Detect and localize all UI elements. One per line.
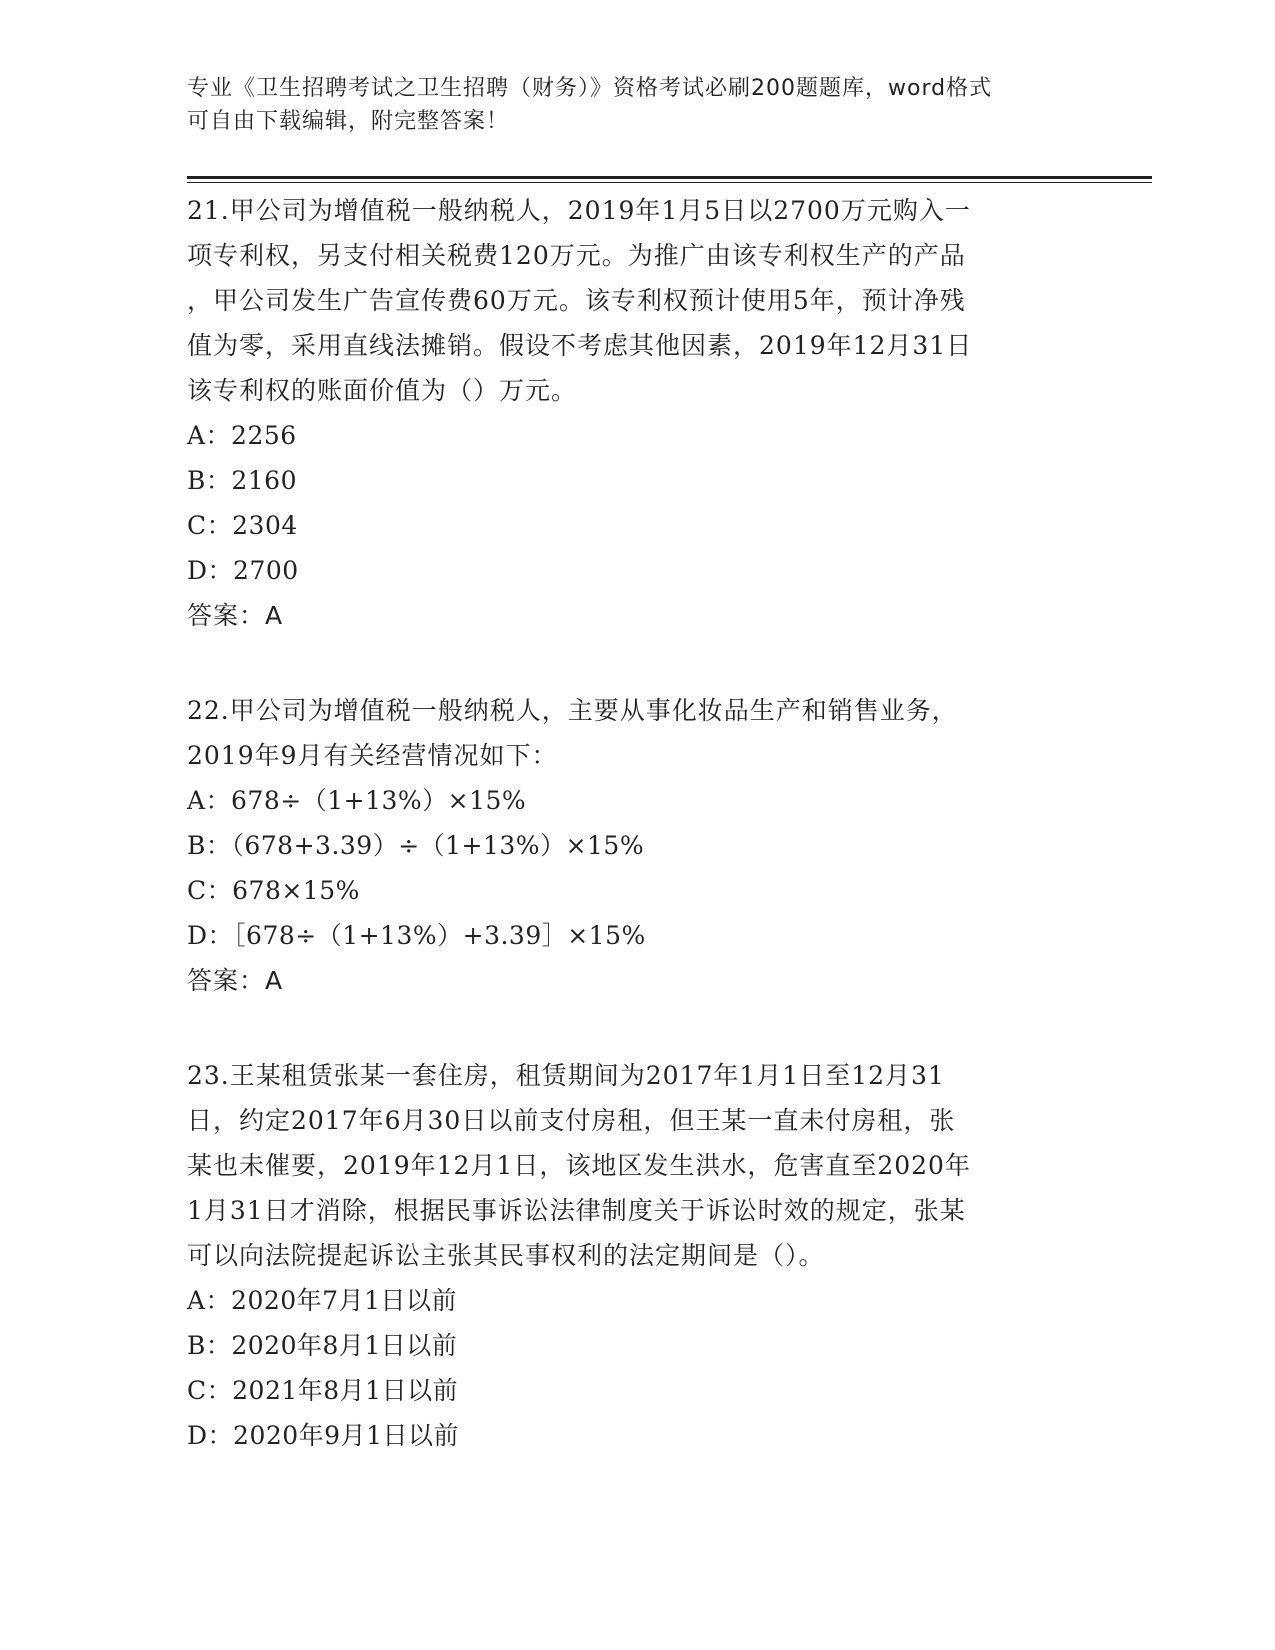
question-stem-line: 日，约定2017年6月30日以前支付房租，但王某一直未付房租，张	[187, 1106, 956, 1135]
header-line-2: 可自由下载编辑，附完整答案！	[187, 109, 510, 134]
question-stem-line: ，甲公司发生广告宣传费60万元。该专利权预计使用5年，预计净残	[187, 286, 966, 315]
question-stem-line: 该专利权的账面价值为（）万元。	[187, 376, 578, 405]
option-a: A：2020年7月1日以前	[187, 1286, 457, 1315]
question-23	[187, 1053, 1077, 1458]
question-stem-line: 项专利权，另支付相关税费120万元。为推广由该专利权生产的产品	[187, 241, 966, 270]
document-header	[187, 72, 1087, 138]
answer-label: 答案：A	[187, 601, 284, 630]
option-a: A：2256	[187, 421, 297, 450]
option-c: C：678×15%	[187, 876, 360, 905]
question-stem-line: 可以向法院提起诉讼主张其民事权利的法定期间是（）。	[187, 1241, 825, 1270]
question-stem-line: 某也未催要，2019年12月1日，该地区发生洪水，危害直至2020年	[187, 1151, 971, 1180]
option-c: C：2304	[187, 511, 298, 540]
answer-label: 答案：A	[187, 966, 284, 995]
question-stem-line: 2019年9月有关经营情况如下：	[187, 741, 558, 770]
header-rule-thin	[187, 182, 1152, 183]
question-stem-line: 22.甲公司为增值税一般纳税人，主要从事化妆品生产和销售业务，	[187, 696, 958, 725]
header-line-1: 专业《卫生招聘考试之卫生招聘（财务）》资格考试必刷200题题库，word格式	[187, 76, 993, 101]
option-b: B：2160	[187, 466, 297, 495]
question-21	[187, 188, 1077, 638]
question-stem-line: 21.甲公司为增值税一般纳税人，2019年1月5日以2700万元购入一	[187, 196, 971, 225]
option-b: B：2020年8月1日以前	[187, 1331, 458, 1360]
option-d: D：2700	[187, 556, 299, 585]
option-d: D：2020年9月1日以前	[187, 1421, 459, 1450]
header-rule-thick	[187, 176, 1152, 179]
question-stem-line: 23.王某租赁张某一套住房，租赁期间为2017年1月1日至12月31	[187, 1061, 945, 1090]
option-b: B：（678+3.39）÷（1+13%）×15%	[187, 831, 645, 860]
option-a: A：678÷（1+13%）×15%	[187, 786, 527, 815]
option-d: D：［678÷（1+13%）+3.39］×15%	[187, 921, 646, 950]
question-stem-line: 1月31日才消除，根据民事诉讼法律制度关于诉讼时效的规定，张某	[187, 1196, 966, 1225]
question-22	[187, 688, 1077, 1003]
question-stem-line: 值为零，采用直线法摊销。假设不考虑其他因素，2019年12月31日	[187, 331, 973, 360]
option-c: C：2021年8月1日以前	[187, 1376, 459, 1405]
